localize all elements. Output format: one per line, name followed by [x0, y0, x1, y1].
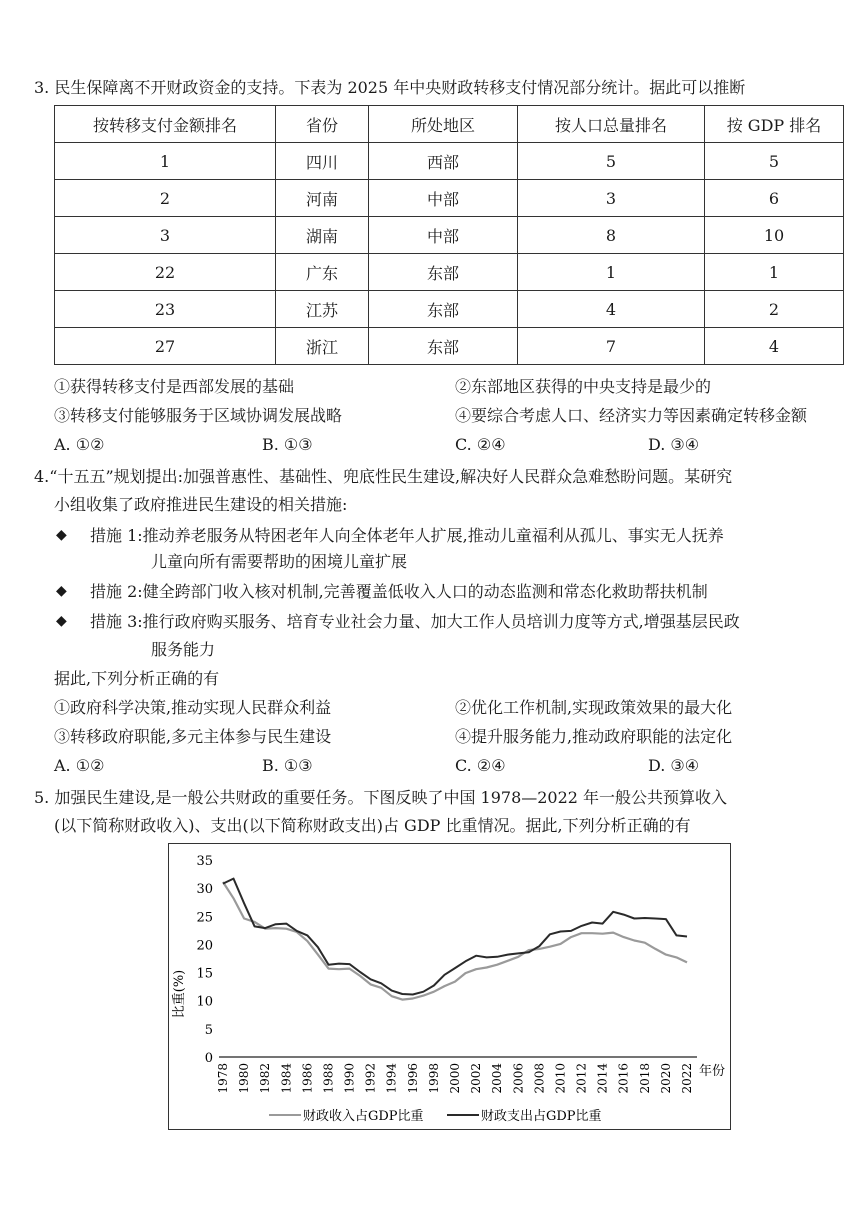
table-cell: 1 [55, 143, 276, 180]
table-cell: 四川 [276, 143, 369, 180]
q4-prompt: 据此,下列分析正确的有 [54, 669, 220, 688]
x-tick-label: 1982 [258, 1063, 273, 1094]
q4-statement-2: ②优化工作机制,实现政策效果的最大化 [455, 698, 733, 717]
x-tick-label: 2014 [595, 1063, 610, 1094]
q3-statement-2: ②东部地区获得的中央支持是最少的 [455, 377, 712, 396]
table-cell: 6 [705, 180, 844, 217]
table-cell: 1 [518, 254, 705, 291]
q3-table [54, 105, 844, 365]
table-header-cell: 按 GDP 排名 [705, 106, 844, 143]
q4-measure1-line2: 儿童向所有需要帮助的困境儿童扩展 [151, 552, 408, 571]
series-line-expenditure [223, 879, 687, 995]
x-tick-label: 1994 [384, 1063, 399, 1094]
table-cell: 5 [518, 143, 705, 180]
x-tick-label: 1984 [279, 1063, 294, 1094]
table-row [55, 143, 844, 180]
table-row [55, 254, 844, 291]
diamond-bullet-icon: ◆ [56, 583, 67, 599]
table-cell: 湖南 [276, 217, 369, 254]
chart-svg [169, 844, 730, 1129]
series-line-revenue [223, 882, 687, 1000]
x-tick-label: 2018 [637, 1063, 652, 1094]
x-tick-label: 2004 [490, 1063, 505, 1094]
y-tick-label: 30 [196, 882, 213, 898]
table-cell: 东部 [369, 291, 518, 328]
x-tick-label: 1978 [216, 1063, 230, 1094]
table-header-cell: 按人口总量排名 [518, 106, 705, 143]
x-tick-label: 2012 [574, 1063, 589, 1094]
y-tick-label: 10 [196, 994, 213, 1010]
gdp-ratio-chart [168, 843, 731, 1130]
q3-stem: 3. 民生保障离不开财政资金的支持。下表为 2025 年中央财政转移支付情况部分统计。据此可以推断 [34, 78, 746, 97]
x-tick-label: 1992 [363, 1063, 378, 1094]
table-cell: 浙江 [276, 328, 369, 365]
x-tick-label: 2010 [553, 1063, 568, 1094]
table-cell: 5 [705, 143, 844, 180]
q4-choice-d[interactable]: D. ③④ [648, 756, 700, 775]
table-header-cell: 所处地区 [369, 106, 518, 143]
q3-statement-4: ④要综合考虑人口、经济实力等因素确定转移金额 [455, 406, 808, 425]
q4-stem-line2: 小组收集了政府推进民生建设的相关措施: [54, 495, 348, 514]
q4-choice-b[interactable]: B. ①③ [262, 756, 313, 775]
table-cell: 中部 [369, 180, 518, 217]
x-tick-label: 2002 [469, 1063, 484, 1094]
x-tick-label: 2000 [448, 1063, 462, 1094]
table-cell: 东部 [369, 254, 518, 291]
diamond-bullet-icon: ◆ [56, 527, 67, 543]
q4-statement-1: ①政府科学决策,推动实现人民群众利益 [54, 698, 332, 717]
q4-statement-3: ③转移政府职能,多元主体参与民生建设 [54, 727, 332, 746]
x-tick-label: 1998 [426, 1063, 441, 1094]
table-cell: 8 [518, 217, 705, 254]
x-tick-label: 2020 [658, 1063, 673, 1094]
x-tick-label: 2016 [616, 1063, 631, 1094]
legend-label-revenue: 财政收入占GDP比重 [303, 1109, 424, 1124]
legend-label-expenditure: 财政支出占GDP比重 [481, 1109, 602, 1124]
table-cell: 广东 [276, 254, 369, 291]
y-tick-label: 20 [196, 938, 213, 954]
table-header-row [55, 106, 844, 143]
q4-measure3-line1: 措施 3:推行政府购买服务、培育专业社会力量、加大工作人员培训力度等方式,增强基层民政 [90, 612, 740, 631]
table-row [55, 328, 844, 365]
q4-measure1-line1: 措施 1:推动养老服务从特困老年人向全体老年人扩展,推动儿童福利从孤儿、事实无人抚养 [90, 526, 724, 545]
x-tick-label: 2022 [680, 1063, 694, 1094]
table-cell: 4 [705, 328, 844, 365]
table-cell: 27 [55, 328, 276, 365]
diamond-bullet-icon: ◆ [56, 613, 67, 629]
table-header-cell: 按转移支付金额排名 [55, 106, 276, 143]
y-axis-label: 比重(%) [172, 969, 187, 1019]
q3-statement-1: ①获得转移支付是西部发展的基础 [54, 377, 295, 396]
table-cell: 7 [518, 328, 705, 365]
q4-measure2: 措施 2:健全跨部门收入核对机制,完善覆盖低收入人口的动态监测和常态化救助帮扶机制 [90, 582, 708, 601]
table-row [55, 291, 844, 328]
table-cell: 3 [518, 180, 705, 217]
table-cell: 中部 [369, 217, 518, 254]
q4-stem-line1: 4.“十五五”规划提出:加强普惠性、基础性、兜底性民生建设,解决好人民群众急难愁盼问题。某研究 [34, 467, 733, 486]
table-cell: 3 [55, 217, 276, 254]
q3-choice-b[interactable]: B. ①③ [262, 435, 313, 454]
table-row [55, 180, 844, 217]
table-cell: 10 [705, 217, 844, 254]
q4-choice-a[interactable]: A. ①② [54, 756, 105, 775]
x-tick-label: 1980 [237, 1063, 252, 1094]
table-row [55, 217, 844, 254]
x-tick-label: 2008 [532, 1063, 547, 1094]
x-tick-label: 1996 [405, 1063, 420, 1094]
table-cell: 江苏 [276, 291, 369, 328]
chart-legend [269, 1108, 602, 1124]
q5-stem-line1: 5. 加强民生建设,是一般公共财政的重要任务。下图反映了中国 1978—2022 年一般公共预算收入 [34, 788, 728, 807]
q3-choice-c[interactable]: C. ②④ [455, 435, 506, 454]
table-cell: 东部 [369, 328, 518, 365]
y-tick-label: 25 [196, 910, 213, 926]
x-tick-label: 1988 [321, 1063, 336, 1094]
q4-measure3-line2: 服务能力 [151, 640, 216, 659]
x-axis-label: 年份 [698, 1064, 726, 1079]
q3-statement-3: ③转移支付能够服务于区域协调发展战略 [54, 406, 343, 425]
table-cell: 22 [55, 254, 276, 291]
q3-choice-d[interactable]: D. ③④ [648, 435, 700, 454]
q5-stem-line2: (以下简称财政收入)、支出(以下简称财政支出)占 GDP 比重情况。据此,下列分析正确的有 [54, 816, 691, 835]
table-header-cell: 省份 [276, 106, 369, 143]
x-tick-label: 2006 [511, 1063, 526, 1094]
table-cell: 1 [705, 254, 844, 291]
y-tick-label: 0 [204, 1051, 213, 1066]
x-tick-label: 1990 [342, 1063, 357, 1094]
y-tick-label: 5 [204, 1022, 213, 1038]
x-tick-label: 1986 [300, 1063, 315, 1094]
table-cell: 23 [55, 291, 276, 328]
table-cell: 2 [55, 180, 276, 217]
table-cell: 4 [518, 291, 705, 328]
table-cell: 2 [705, 291, 844, 328]
table-cell: 西部 [369, 143, 518, 180]
q4-statement-4: ④提升服务能力,推动政府职能的法定化 [455, 727, 733, 746]
q3-choice-a[interactable]: A. ①② [54, 435, 105, 454]
table-cell: 河南 [276, 180, 369, 217]
y-tick-label: 15 [196, 966, 213, 982]
q4-choice-c[interactable]: C. ②④ [455, 756, 506, 775]
y-tick-label: 35 [196, 854, 213, 869]
